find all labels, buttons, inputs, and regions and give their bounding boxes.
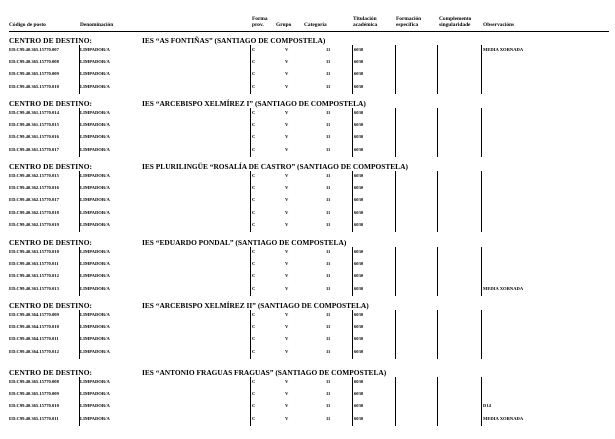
cell-codigo: ED.C99.40.365.15770.007 [9,47,59,52]
cell-denominacion: LIMPADOR/A [80,83,110,89]
cell-categoria: 11 [326,134,331,140]
cell-denominacion: LIMPADOR/A [80,312,110,317]
cell-denominacion: LIMPADOR/A [80,173,110,178]
cell-denominacion: LIMPADOR/A [80,134,110,140]
cell-titulacion: 6030 [354,348,364,354]
cell-categoria: 11 [326,146,331,152]
cell-codigo: ED.C99.40.365.15770.010 [9,403,59,409]
cell-grupo: V [285,348,289,354]
table-row [0,120,615,131]
cell-grupo: V [285,197,289,203]
cell-observacions: MEDIA XORNADA [483,285,524,291]
centre-label: CENTRO DE DESTINO: [9,238,93,247]
cell-codigo: ED.C99.40.361.15770.014 [9,110,59,115]
cell-forma: C [252,71,256,77]
cell-forma: C [252,83,256,89]
header-titulacion-1: Titulación [353,16,377,22]
cell-observacions: MEDIA XORNADA [483,415,524,421]
cell-codigo: ED.C99.40.361.15770.016 [9,134,59,140]
cell-grupo: V [285,173,289,178]
cell-titulacion: 6030 [354,273,364,279]
cell-grupo: V [285,209,289,215]
cell-categoria: 11 [326,324,331,330]
cell-forma: C [252,173,256,178]
table-row [0,414,615,425]
cell-codigo: ED.C99.40.365.15770.008 [9,379,59,384]
cell-categoria: 11 [326,59,331,65]
cell-codigo: ED.C99.40.365.15770.010 [9,83,59,89]
cell-forma: C [252,249,256,254]
cell-codigo: ED.C99.40.365.15770.008 [9,59,59,65]
cell-denominacion: LIMPADOR/A [80,146,110,152]
cell-forma: C [252,209,256,215]
cell-categoria: 11 [326,83,331,89]
cell-forma: C [252,261,256,267]
cell-denominacion: LIMPADOR/A [80,59,110,65]
cell-categoria: 11 [326,391,331,397]
cell-grupo: V [285,379,289,384]
cell-codigo: ED.C99.40.362.15770.019 [9,221,59,227]
cell-denominacion: LIMPADOR/A [80,47,110,52]
cell-denominacion: LIMPADOR/A [80,415,110,421]
cell-grupo: V [285,249,289,254]
cell-categoria: 11 [326,122,331,128]
cell-titulacion: 6030 [354,261,364,267]
table-row [0,247,615,258]
cell-codigo: ED.C99.40.364.15770.011 [9,336,59,342]
cell-titulacion: 6030 [354,134,364,140]
cell-denominacion: LIMPADOR/A [80,122,110,128]
table-row [0,271,615,282]
centre-label: CENTRO DE DESTINO: [9,162,93,171]
cell-forma: C [252,285,256,291]
cell-codigo: ED.C99.40.365.15770.011 [9,415,59,421]
cell-categoria: 11 [326,336,331,342]
cell-observacions: MEDIA XORNADA [483,47,524,52]
cell-denominacion: LIMPADOR/A [80,336,110,342]
cell-forma: C [252,134,256,140]
cell-forma: C [252,312,256,317]
cell-denominacion: LIMPADOR/A [80,249,110,254]
cell-titulacion: 6030 [354,110,364,115]
table-row [0,69,615,80]
cell-denominacion: LIMPADOR/A [80,197,110,203]
cell-denominacion: LIMPADOR/A [80,285,110,291]
header-codigo: Código de posto [9,22,46,28]
table-row [0,57,615,68]
cell-codigo: ED.C99.40.364.15770.012 [9,348,59,354]
table-row [0,310,615,321]
table-row [0,220,615,231]
cell-titulacion: 6030 [354,146,364,152]
cell-titulacion: 6030 [354,415,364,421]
table-row [0,322,615,333]
cell-grupo: V [285,391,289,397]
cell-grupo: V [285,261,289,267]
cell-denominacion: LIMPADOR/A [80,209,110,215]
cell-forma: C [252,273,256,279]
cell-forma: C [252,221,256,227]
cell-categoria: 11 [326,110,331,115]
cell-grupo: V [285,83,289,89]
cell-forma: C [252,185,256,191]
cell-categoria: 11 [326,185,331,191]
cell-grupo: V [285,336,289,342]
header-titulacion-2: académica [353,22,378,28]
cell-denominacion: LIMPADOR/A [80,324,110,330]
table-row [0,82,615,93]
cell-categoria: 11 [326,249,331,254]
cell-denominacion: LIMPADOR/A [80,221,110,227]
cell-forma: C [252,110,256,115]
header-grupo: Grupo [276,22,292,28]
cell-titulacion: 6030 [354,71,364,77]
cell-categoria: 11 [326,415,331,421]
table-row [0,334,615,345]
table-row [0,145,615,156]
table-row [0,208,615,219]
cell-forma: C [252,47,256,52]
cell-codigo: ED.C99.40.361.15770.015 [9,122,59,128]
cell-categoria: 11 [326,47,331,52]
cell-titulacion: 6030 [354,209,364,215]
cell-denominacion: LIMPADOR/A [80,403,110,409]
table-row [0,195,615,206]
cell-codigo: ED.C99.40.362.15770.018 [9,209,59,215]
cell-grupo: V [285,273,289,279]
cell-forma: C [252,197,256,203]
header-observacions: Observacións [483,22,515,28]
header-formacion-1: Formación [396,16,422,22]
cell-denominacion: LIMPADOR/A [80,185,110,191]
centre-name: IES “ANTONIO FRAGUAS FRAGUAS” (SANTIAGO DE COMPOSTELA) [142,368,387,377]
header-complemento-2: singularidade [439,22,471,28]
cell-titulacion: 6030 [354,312,364,317]
cell-denominacion: LIMPADOR/A [80,71,110,77]
cell-codigo: ED.C99.40.362.15770.016 [9,185,59,191]
cell-codigo: ED.C99.40.362.15770.017 [9,197,59,203]
cell-codigo: ED.C99.40.365.15770.009 [9,71,59,77]
table-row [0,183,615,194]
cell-grupo: V [285,71,289,77]
cell-grupo: V [285,47,289,52]
header-categoria: Categoría [304,22,327,28]
cell-titulacion: 6030 [354,83,364,89]
cell-forma: C [252,348,256,354]
cell-denominacion: LIMPADOR/A [80,110,110,115]
cell-forma: C [252,324,256,330]
centre-name: IES “AS FONTIÑAS” (SANTIAGO DE COMPOSTELA) [142,36,326,45]
cell-grupo: V [285,285,289,291]
cell-codigo: ED.C99.40.363.15770.011 [9,261,59,267]
cell-forma: C [252,415,256,421]
cell-codigo: ED.C99.40.361.15770.017 [9,146,59,152]
cell-grupo: V [285,324,289,330]
cell-codigo: ED.C99.40.364.15770.010 [9,324,59,330]
cell-titulacion: 6030 [354,249,364,254]
cell-grupo: V [285,110,289,115]
cell-forma: C [252,146,256,152]
cell-categoria: 11 [326,221,331,227]
centre-label: CENTRO DE DESTINO: [9,301,93,310]
cell-grupo: V [285,312,289,317]
cell-grupo: V [285,403,289,409]
cell-grupo: V [285,146,289,152]
cell-categoria: 11 [326,261,331,267]
cell-titulacion: 6030 [354,391,364,397]
cell-categoria: 11 [326,348,331,354]
cell-codigo: ED.C99.40.364.15770.009 [9,312,59,317]
centre-label: CENTRO DE DESTINO: [9,36,93,45]
cell-categoria: 11 [326,197,331,203]
cell-categoria: 11 [326,71,331,77]
cell-denominacion: LIMPADOR/A [80,391,110,397]
centre-name: IES “ARCEBISPO XELMÍREZ I” (SANTIAGO DE COMPOSTELA) [142,99,366,108]
cell-titulacion: 6030 [354,59,364,65]
centre-name: IES PLURILINGÜE “ROSALÍA DE CASTRO” (SANTIAGO DE COMPOSTELA) [142,162,408,171]
header-complemento-1: Complemento [439,16,472,22]
cell-titulacion: 6030 [354,336,364,342]
table-row [0,259,615,270]
cell-titulacion: 6030 [354,185,364,191]
header-rule [9,31,609,32]
cell-forma: C [252,336,256,342]
cell-titulacion: 6030 [354,403,364,409]
cell-categoria: 11 [326,209,331,215]
cell-titulacion: 6030 [354,197,364,203]
cell-categoria: 11 [326,312,331,317]
cell-titulacion: 6030 [354,47,364,52]
cell-titulacion: 6030 [354,122,364,128]
cell-grupo: V [285,134,289,140]
cell-titulacion: 6030 [354,221,364,227]
table-row [0,108,615,119]
table-row [0,389,615,400]
cell-forma: C [252,403,256,409]
table-row [0,377,615,388]
cell-forma: C [252,379,256,384]
centre-name: IES “EDUARDO PONDAL” (SANTIAGO DE COMPOSTELA) [142,238,347,247]
cell-denominacion: LIMPADOR/A [80,379,110,384]
cell-titulacion: 6030 [354,285,364,291]
cell-codigo: ED.C99.40.363.15770.010 [9,249,59,254]
cell-denominacion: LIMPADOR/A [80,261,110,267]
cell-categoria: 11 [326,403,331,409]
cell-denominacion: LIMPADOR/A [80,273,110,279]
table-row [0,132,615,143]
header-forma-1: Forma [252,16,268,22]
table-row [0,401,615,412]
cell-forma: C [252,391,256,397]
centre-name: IES “ARCEBISPO XELMÍREZ II” (SANTIAGO DE COMPOSTELA) [142,301,369,310]
cell-grupo: V [285,221,289,227]
table-row [0,45,615,56]
header-forma-2: prov. [252,22,264,28]
cell-categoria: 11 [326,173,331,178]
cell-forma: C [252,59,256,65]
table-row [0,171,615,182]
header-formacion-2: específica [396,22,419,28]
cell-grupo: V [285,122,289,128]
cell-categoria: 11 [326,273,331,279]
cell-grupo: V [285,59,289,65]
centre-label: CENTRO DE DESTINO: [9,99,93,108]
cell-codigo: ED.C99.40.363.15770.012 [9,273,59,279]
cell-categoria: 11 [326,285,331,291]
cell-grupo: V [285,415,289,421]
centre-label: CENTRO DE DESTINO: [9,368,93,377]
cell-categoria: 11 [326,379,331,384]
cell-titulacion: 6030 [354,379,364,384]
cell-forma: C [252,122,256,128]
cell-codigo: ED.C99.40.365.15770.009 [9,391,59,397]
table-row [0,284,615,295]
table-row [0,347,615,358]
cell-codigo: ED.C99.40.362.15770.015 [9,173,59,178]
cell-titulacion: 6030 [354,324,364,330]
cell-observacions: D14 [483,403,491,409]
cell-titulacion: 6030 [354,173,364,178]
cell-codigo: ED.C99.40.363.15770.013 [9,285,59,291]
header-denominacion: Denominación [80,22,114,28]
cell-grupo: V [285,185,289,191]
cell-denominacion: LIMPADOR/A [80,348,110,354]
